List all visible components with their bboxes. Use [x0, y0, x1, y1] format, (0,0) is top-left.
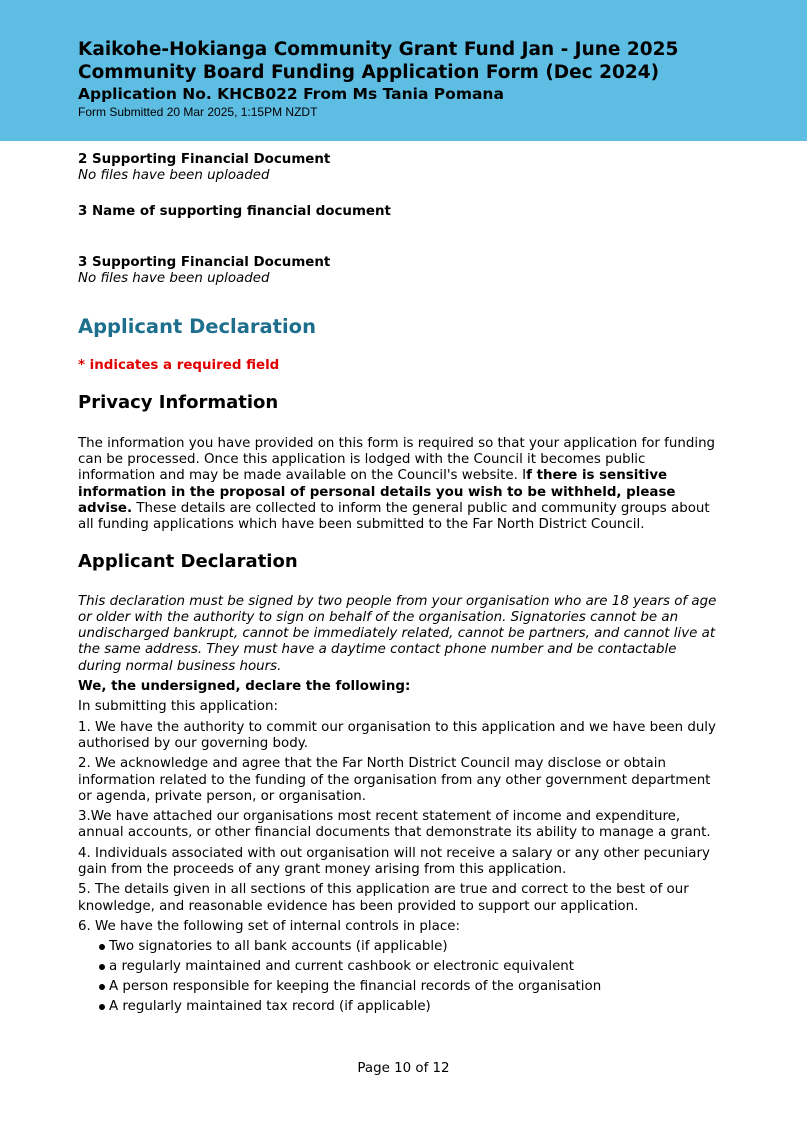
list-item-text: A person responsible for keeping the financial records of the organisation	[109, 979, 602, 995]
list-item	[100, 979, 718, 995]
privacy-text-part: The information you have provided on this form is required so that your application for funding can be processed. Once this application is lodged with the Council it becomes public information and may be made available on the Council's website. I	[78, 435, 716, 484]
bullet-icon	[99, 944, 105, 950]
field-label: 2 Supporting Financial Document	[78, 152, 331, 167]
declaration-submitting: In submitting this application:	[78, 699, 278, 715]
privacy-text	[78, 436, 718, 534]
field-supporting-doc-2	[78, 152, 718, 185]
list-item	[100, 999, 718, 1015]
declaration-heading: Applicant Declaration	[78, 550, 298, 572]
bullet-icon	[99, 984, 105, 990]
list-item-text: Two signatories to all bank accounts (if applicable)	[109, 939, 448, 955]
declaration-item: 1. We have the authority to commit our organisation to this application and we have been duly authorised by our governing body.	[78, 719, 716, 751]
field-supporting-doc-3	[78, 255, 718, 288]
declaration-item: 3.We have attached our organisations most recent statement of income and expenditure, annual accounts, or other financial documents that demonstrate its ability to manage a grant.	[78, 809, 711, 841]
field-label: 3 Name of supporting financial document	[78, 203, 391, 219]
header-band	[0, 0, 807, 141]
internal-controls-list	[78, 939, 718, 1015]
form-title-line1: Kaikohe-Hokianga Community Grant Fund Jan - June 2025	[78, 39, 679, 60]
list-item	[100, 959, 718, 975]
list-item	[100, 939, 718, 955]
privacy-text-bold: f there is sensitive information in the proposal of personal details you wish to be withheld, please advise.	[78, 468, 676, 516]
declaration-intro: This declaration must be signed by two people from your organisation who are 18 years of age or older with the authority to sign on behalf of the organisation. Signatories cannot be an undischarged bankrupt, cannot be immediately related, cannot be partners, and cannot live at the same address. They must have a daytime contact phone number and be contactable during normal business hours.	[78, 593, 717, 674]
bullet-icon	[99, 1004, 105, 1010]
submitted-timestamp: Form Submitted 20 Mar 2025, 1:15PM NZDT	[78, 105, 318, 119]
declaration-item: 5. The details given in all sections of this application are true and correct to the best of our knowledge, and reasonable evidence has been provided to support our application.	[78, 882, 689, 914]
required-field-note: * indicates a required field	[78, 358, 280, 374]
list-item-text: a regularly maintained and current cashbook or electronic equivalent	[109, 959, 575, 975]
section-title: Applicant Declaration	[78, 315, 316, 339]
form-title-line2: Community Board Funding Application Form (Dec 2024)	[78, 62, 660, 83]
declaration-item: 6. We have the following set of internal controls in place:	[78, 918, 460, 934]
privacy-heading: Privacy Information	[78, 391, 279, 413]
header	[78, 38, 778, 120]
field-value: No files have been uploaded	[78, 271, 270, 287]
field-label: 3 Supporting Financial Document	[78, 254, 331, 270]
page-number: Page 10 of 12	[357, 1061, 450, 1076]
application-number: Application No. KHCB022 From Ms Tania Pomana	[78, 85, 504, 103]
list-item-text: A regularly maintained tax record (if applicable)	[109, 999, 431, 1015]
field-supporting-doc-name-3	[78, 204, 718, 220]
declaration-item: 4. Individuals associated with out organisation will not receive a salary or any other pecuniary gain from the proceeds of any grant money arising from this application.	[78, 845, 710, 878]
bullet-icon	[99, 964, 105, 970]
privacy-text-part: These details are collected to inform the general public and community groups about all funding applications which have been submitted to the Far North District Council.	[78, 500, 710, 533]
declaration-bold-line: We, the undersigned, declare the following:	[78, 679, 411, 695]
field-value: No files have been uploaded	[78, 168, 270, 184]
declaration-item: 2. We acknowledge and agree that the Far North District Council may disclose or obtain information related to the funding of the organisation from any other government department or agenda, private person, or organisation.	[78, 756, 711, 804]
page-content	[78, 152, 718, 1019]
